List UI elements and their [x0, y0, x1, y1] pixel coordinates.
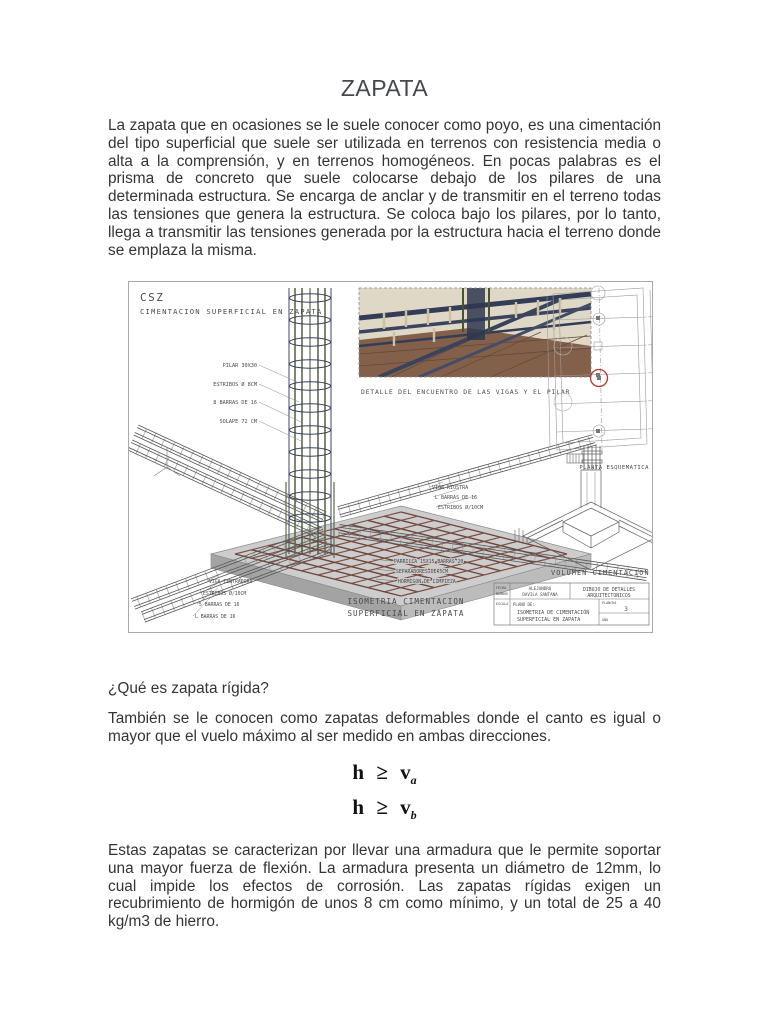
- plan-caption: PLANTA ESQUEMATICA: [579, 465, 649, 472]
- tb-author-line2: DAVILA SANTANA: [522, 592, 558, 598]
- formula-2-sub: b: [410, 808, 417, 823]
- formula-1-expr: h ≥ v: [352, 759, 411, 784]
- tb-plano-label: PLANO DE:: [513, 602, 535, 608]
- paragraph-intro: La zapata que en ocasiones se le suele conocer como poyo, es una cimentación del tipo superficial que suele ser utilizada en terrenos con resistencia media o alta a la comprensión, y en terrenos homogéneos. En pocas palabras es el prisma de concreto que suele colocarse debajo de los pilares de una determinada estructura. Se encarga de anclar y de transmitir en el terreno todas las tensiones que genera la estructura. Se coloca bajo los pilares, por lo tanto, llega a transmitir las tensiones generada por la estructura hacia el terreno donde se emplaza la misma.: [108, 117, 661, 259]
- tb-nombre-label: NOMBRE: [496, 592, 509, 597]
- volume-caption: VOLUMEN CIMENTACION: [551, 569, 650, 578]
- label-estribos-col: ESTRIBOS Ø 8CM: [213, 382, 257, 389]
- tb-type-line2: ARQUITECTONICOS: [587, 594, 631, 600]
- page-title: ZAPATA: [340, 75, 429, 101]
- label-left-5barras: 5 BARRAS DE 16: [199, 603, 240, 609]
- label-left-lbarras: L BARRAS DE 16: [195, 615, 236, 621]
- tb-plancha-value: 3: [624, 606, 628, 614]
- plan-legend-hatch: [567, 454, 583, 463]
- tb-plancha-label: PLANCHA: [602, 601, 617, 606]
- formula-1-sub: a: [410, 773, 417, 788]
- label-hormigon: HORMIGON DE LIMPIEZA: [398, 580, 456, 586]
- label-parrilla: PARRILLA 15X15 BARRAS 20: [394, 560, 464, 566]
- label-pilar: PILAR 30X30: [222, 363, 257, 370]
- tb-plano-line1: ISOMETRIA DE CIMENTACIÓN: [517, 610, 590, 617]
- figure-code: CSZ: [140, 291, 165, 305]
- formula-h-geq-va: [108, 759, 661, 788]
- label-barras-col: 8 BARRAS DE 16: [213, 400, 257, 407]
- label-beam-barras: L BARRAS DE 16: [435, 495, 478, 502]
- tb-escala-label: ESCALA: [496, 602, 509, 607]
- iso-caption-line1: ISOMETRIA CIMENTACION: [347, 597, 465, 607]
- label-viga-riostra: VIGA RIOSTRA: [432, 485, 469, 492]
- tb-plano-line2: SUPERFICIAL EN ZAPATA: [517, 617, 581, 624]
- paragraph-rigid-definition: También se le conocen como zapatas deformables donde el canto es igual o mayor que el vuelo máximo al ser medido en ambas direcciones.: [108, 710, 661, 746]
- detail-inset-photo: [359, 288, 591, 396]
- formula-h-geq-vb: [108, 794, 661, 823]
- formula-2-expr: h ≥ v: [352, 794, 411, 819]
- label-viga-centradora: VIGA CENTRADORA: [209, 580, 253, 586]
- tb-author-line1: ALEJANDRO: [528, 586, 552, 592]
- detail-caption: DETALLE DEL ENCUENTRO DE LAS VIGAS Y EL PILAR: [361, 388, 571, 397]
- paragraph-characteristics: Estas zapatas se caracterizan por llevar una armadura que le permite soportar una mayor fuerza de flexión. La armadura presenta un diámetro de 12mm, lo cual impide los efectos de corrosión. Las zapatas rígidas exigen un recubrimiento de hormigón de unos 8 cm como mínimo, y un total de 25 a 40 kg/m3 de hierro.: [108, 841, 661, 931]
- title-block: [494, 583, 649, 625]
- tb-fecha-label: FECHA: [496, 586, 507, 591]
- label-beam-estribos: ESTRIBOS Ø/10CM: [438, 505, 484, 512]
- tb-type-line1: DIBUJO DE DETALLES: [583, 588, 635, 594]
- label-separadores: SEPARADORES DE 5CM: [396, 570, 448, 576]
- label-solape: SOLAPE 72 CM: [219, 419, 257, 426]
- iso-caption-line2: SUPERFICIAL EN ZAPATA: [347, 609, 465, 619]
- label-left-estribos: ESTRIBOS Ø/10CM: [203, 592, 247, 598]
- tb-anio-label: AÑO: [602, 618, 609, 623]
- document-content: [0, 75, 768, 931]
- figure-subtitle: CIMENTACION SUPERFICIAL EN ZAPATA: [140, 307, 323, 317]
- foundation-isometric-drawing: [129, 282, 652, 632]
- beam-labels: [430, 482, 483, 511]
- question-heading: ¿Qué es zapata rígida?: [108, 680, 269, 698]
- figure-technical-drawing: [128, 281, 653, 633]
